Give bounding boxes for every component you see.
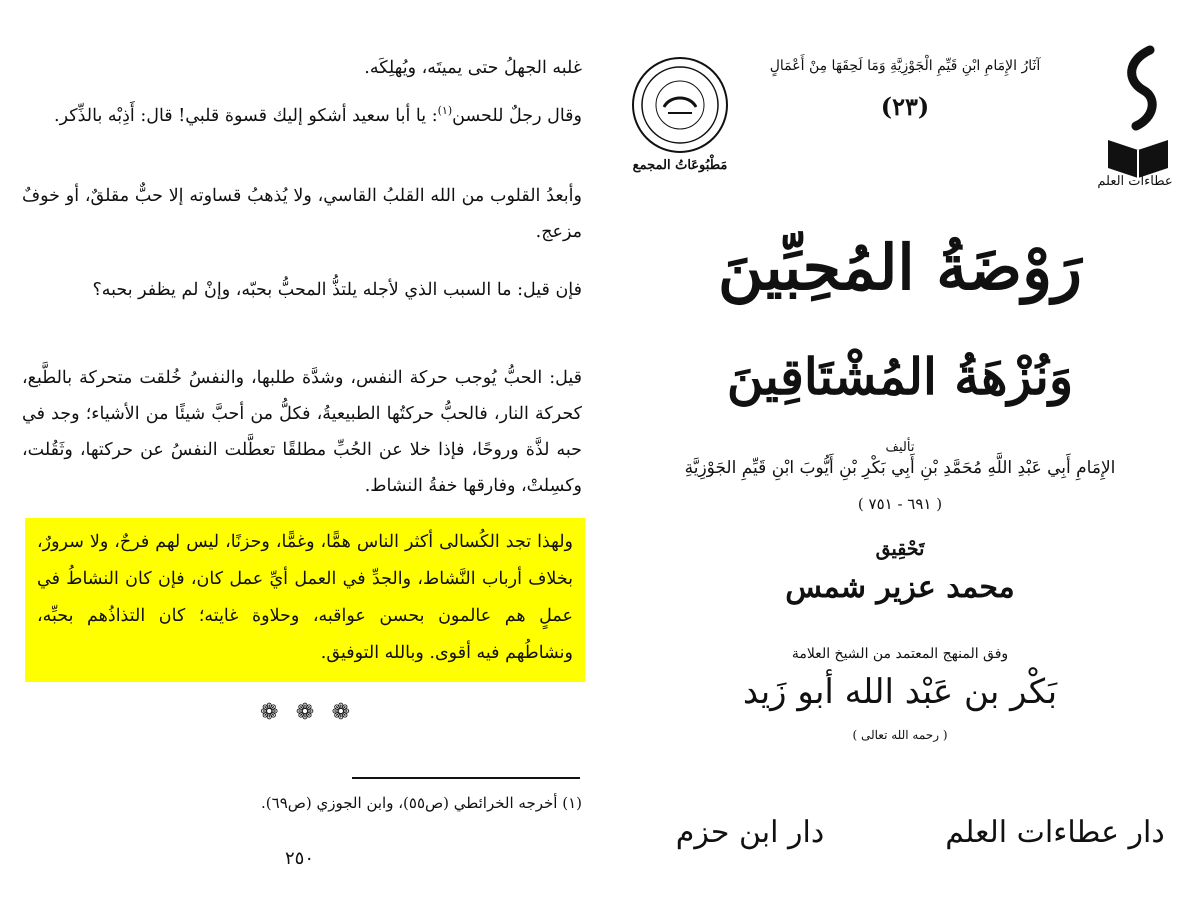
paragraph-3: وأبعدُ القلوب من الله القلبُ القاسي، ولا يُذهبُ قساوته إلا حبٌّ مقلقٌ، أو خوفٌ مزعج. [22,186,582,242]
paragraph-4: فإن قيل: ما السبب الذي لأجله يلتذُّ المحبُّ بحبّه، وإنْ لم يظفر بحبه؟ [92,280,582,300]
seal-caption: مَطْبُوعَاتُ المجمع [632,158,728,173]
editing-label: تَحْقِيق [875,538,925,560]
publisher-logo-caption: عطاءات العلم [1097,174,1173,189]
ornament-icon: ❁ [260,700,279,725]
ornament-icon: ❁ [331,700,350,725]
right-page-cover [600,0,1200,898]
method-line: وفق المنهج المعتمد من الشيخ العلامة [791,646,1009,662]
author-dates: ( ٦٩١ - ٧٥١ ) [857,495,943,513]
paragraph-2 [22,98,582,134]
publisher-ibn-hazm: دار ابن حزم [675,815,825,850]
editor-name: محمد عزير شمس [785,570,1015,605]
authored-by-label: تأليف [885,440,915,455]
volume-number: (٢٣) [880,92,930,121]
footnote-marker: (١) [437,104,453,118]
footnote-divider [352,777,580,779]
highlighted-paragraph: ولهذا تجد الكُسالى أكثر الناس همًّا، وغمًّا، وحزنًا، ليس لهم فرحٌ، ولا سرورٌ، بخلاف أرباب النَّشاط، والجدِّ في العمل أيِّ عمل كان، فإن كان النشاطُ في عملٍ هم عالمون بحسن عواقبه، وحلاوة غايته؛ كان التذاذُهم بحبِّه، ونشاطُهم فيه أقوى. وبالله التوفيق. [37,532,573,663]
series-title: آثَارُ الإِمَامِ ابْنِ قَيِّمِ الْجَوْزِيَّةِ وَمَا لَحِقَهَا مِنْ أَعْمَالٍ [769,58,1041,74]
highlighted-passage [25,518,585,682]
ornament-icon: ❁ [295,700,315,725]
page-number: ٢٥٠ [285,848,315,869]
paragraph-2-text: وقال رجلٌ للحسن$^{(١)}$: يا أبا سعيد أشكو إليك قسوة قلبي! قال: أَذِبْه بالذِّكر. [54,104,582,126]
honorific: ( رحمه الله تعالى ) [852,728,948,742]
section-ornaments [260,700,350,725]
academy-seal-icon [630,55,730,155]
publisher-ataat-alilm: دار عطاءات العلم [945,815,1165,850]
sheikh-name: بَكْر بن عَبْد الله أبو زَيد [742,672,1058,712]
paragraph-1: غلبه الجهلُ حتى يميتَه، ويُهلِكَه. [364,58,582,78]
footnote: (١) أخرجه الخرائطي (ص٥٥)، وابن الجوزي (ص٦٩). [261,794,582,812]
book-subtitle: وَنُزْهَةُ المُشْتَاقِينَ [726,347,1074,406]
author-name: الإِمَامِ أَبِي عَبْدِ اللَّهِ مُحَمَّدِ بْنِ أَبِي بَكْرِ بْنِ أَيُّوبَ ابْنِ قَيِّمِ الجَوْزِيَّةِ [684,458,1116,478]
paragraph-5: قيل: الحبُّ يُوجب حركة النفس، وشدَّة طلبها، والنفسُ خُلقت متحركة بالطَّبع، كحركة النار، فالحبُّ حركتُها الطبيعيةُ، فكلُّ من أحبَّ شيئًا من الأشياء؛ وجد في حبه لذَّة وروحًا، فإذا خلا عن الحُبِّ مطلقًا تعطَّلت النفسُ عن حركتها، وثَقُلت، وكسِلتْ، وفارقها خفةُ النشاط. [22,368,582,496]
book-title: رَوْضَةُ المُحِبِّينَ [718,231,1082,304]
